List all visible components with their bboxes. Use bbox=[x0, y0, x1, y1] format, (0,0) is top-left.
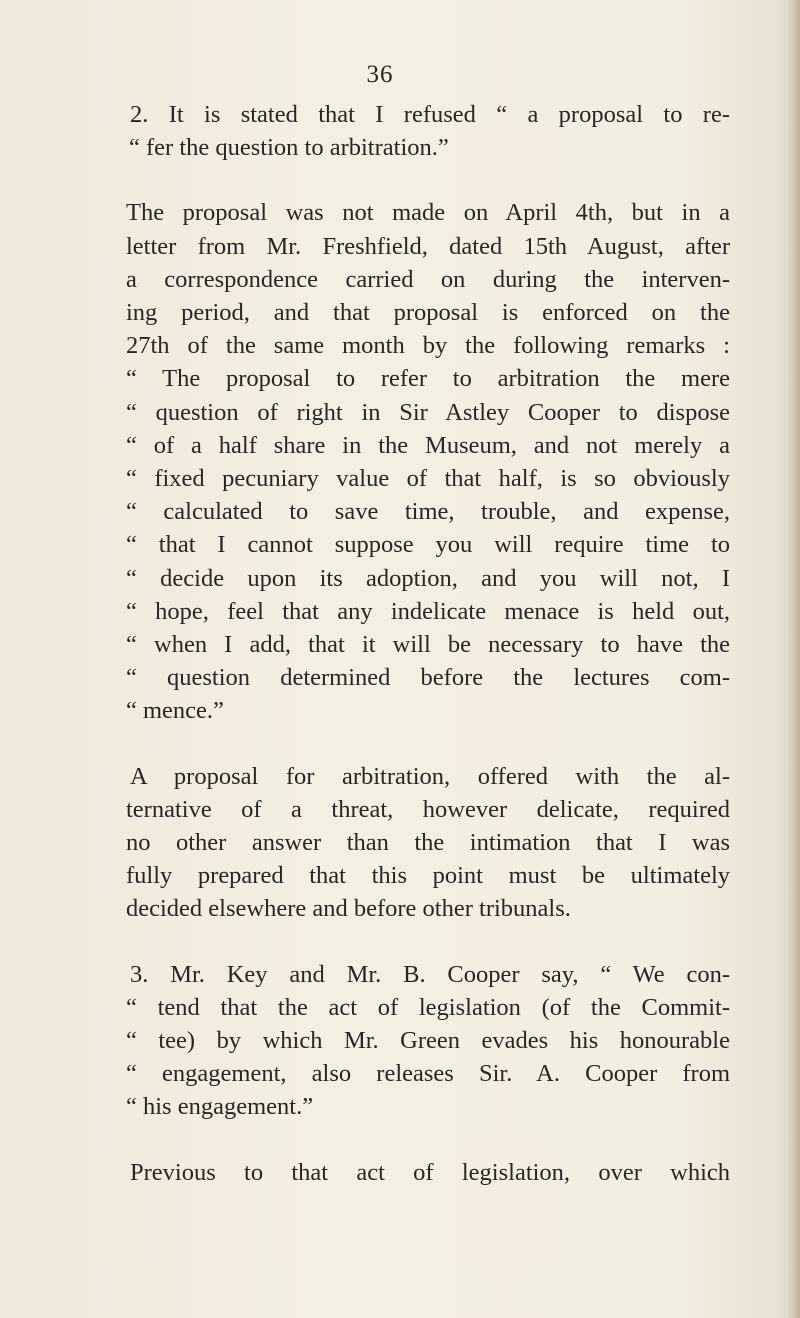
text-line: “ calculated to save time, trouble, and expense, bbox=[126, 498, 730, 526]
page-edge-shadow bbox=[786, 0, 800, 1318]
text-line: “ tend that the act of legislation (of the Commit- bbox=[126, 993, 730, 1021]
paragraph-gap bbox=[130, 926, 730, 958]
paragraph-2 bbox=[126, 196, 730, 727]
text-line: Previous to that act of legislation, over which bbox=[130, 1158, 730, 1186]
text-line: 3. Mr. Key and Mr. B. Cooper say, “ We con- bbox=[130, 960, 730, 988]
paragraph-5 bbox=[126, 1156, 730, 1189]
text-line: “ of a half share in the Museum, and not merely a bbox=[126, 431, 730, 459]
text-line: “ decide upon its adoption, and you will not, I bbox=[126, 564, 730, 592]
text-line: ternative of a threat, however delicate, required bbox=[126, 795, 730, 823]
text-line: “ tee) by which Mr. Green evades his honourable bbox=[126, 1027, 730, 1055]
text-line: “ The proposal to refer to arbitration the mere bbox=[126, 365, 730, 393]
paragraph-gap bbox=[130, 164, 730, 196]
text-line: “ question of right in Sir Astley Cooper to dispose bbox=[126, 398, 730, 426]
text-line: no other answer than the intimation that I was bbox=[126, 829, 730, 857]
paragraph-4 bbox=[126, 958, 730, 1124]
paragraph-3 bbox=[126, 760, 730, 926]
text-line: “ that I cannot suppose you will require time to bbox=[126, 531, 730, 559]
paragraph-gap bbox=[130, 1124, 730, 1156]
text-line: “ engagement, also releases Sir. A. Cooper from bbox=[126, 1060, 730, 1088]
text-line: letter from Mr. Freshfield, dated 15th August, after bbox=[126, 232, 730, 260]
text-line: “ when I add, that it will be necessary to have the bbox=[126, 631, 730, 659]
text-line: a correspondence carried on during the interven- bbox=[126, 265, 730, 293]
text-line: “ fer the question to arbitration.” bbox=[129, 134, 449, 162]
text-line: decided elsewhere and before other tribunals. bbox=[126, 895, 571, 923]
text-line: The proposal was not made on April 4th, but in a bbox=[126, 199, 730, 227]
text-line: A proposal for arbitration, offered with the al- bbox=[130, 762, 730, 790]
text-line: fully prepared that this point must be ultimately bbox=[126, 862, 730, 890]
text-line: “ hope, feel that any indelicate menace is held out, bbox=[126, 597, 730, 625]
text-line: 2. It is stated that I refused “ a proposal to re- bbox=[130, 101, 730, 128]
paragraph-gap bbox=[130, 728, 730, 760]
body-text bbox=[126, 98, 730, 1189]
text-line: “ question determined before the lectures com- bbox=[126, 664, 730, 692]
text-line: “ mence.” bbox=[126, 697, 224, 725]
text-line: “ fixed pecuniary value of that half, is so obviously bbox=[126, 465, 730, 493]
paragraph-1 bbox=[130, 98, 730, 164]
text-line: 27th of the same month by the following remarks : bbox=[126, 332, 730, 360]
text-line: ing period, and that proposal is enforced on the bbox=[126, 299, 730, 327]
page-number: 36 bbox=[366, 61, 394, 88]
text-line: “ his engagement.” bbox=[126, 1093, 314, 1121]
